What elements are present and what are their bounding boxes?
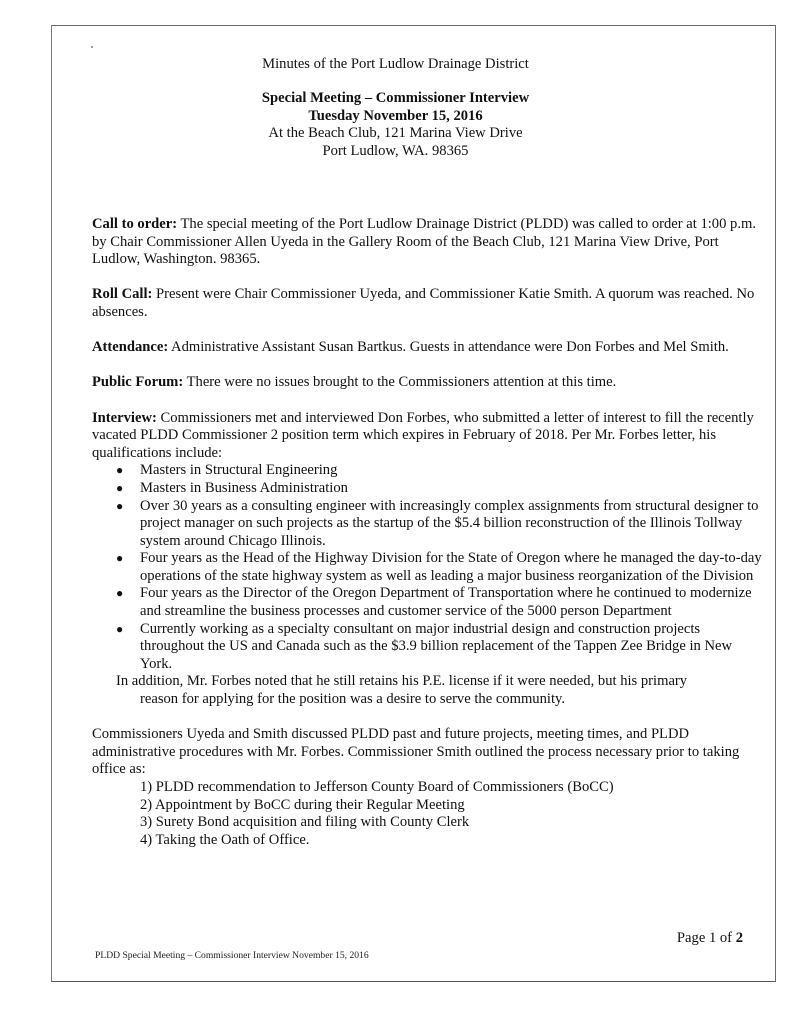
public-forum-section — [92, 374, 762, 392]
document-header — [0, 56, 791, 160]
page-prefix: Page 1 of — [676, 930, 736, 946]
meeting-location-line1: At the Beach Club, 121 Marina View Drive — [268, 125, 523, 142]
bullet-icon: ● — [116, 551, 124, 566]
list-item — [92, 621, 762, 674]
list-item: 1) PLDD recommendation to Jefferson County Board of Commissioners (BoCC) — [140, 779, 614, 795]
list-item — [92, 585, 762, 620]
qualifications-list — [92, 462, 762, 673]
roll-call-section — [92, 286, 762, 321]
public-forum-text: There were no issues brought to the Commissioners attention at this time. — [183, 374, 617, 391]
list-item — [92, 480, 762, 498]
scan-speck — [91, 46, 93, 48]
list-item — [92, 498, 762, 551]
qualification-text: Over 30 years as a consulting engineer with increasingly complex assignments from structural designer to project manager on such projects as the startup of the $5.4 billion reconstruction of the Illinois Tollway system around Chicago Illinois. — [140, 497, 759, 549]
call-to-order-section — [92, 216, 762, 269]
meeting-location-line2: Port Ludlow, WA. 98365 — [322, 142, 469, 159]
qualification-text: Masters in Business Administration — [140, 479, 348, 496]
attendance-label: Attendance: — [92, 339, 169, 356]
qualification-text: Currently working as a specialty consultant on major industrial design and construction projects throughout the US and Canada such as the $3.9 billion replacement of the Tappen Zee Bridge in New York. — [140, 620, 733, 672]
bullet-icon: ● — [116, 498, 124, 513]
interview-section — [92, 410, 762, 709]
call-to-order-label: Call to order: — [92, 216, 178, 232]
meeting-type: Special Meeting – Commissioner Interview — [261, 90, 530, 107]
list-item — [92, 550, 762, 585]
qualification-text: Four years as the Head of the Highway Division for the State of Oregon where he managed the day-to-day operations of the state highway system as well as leading a major business reorganization of the Division — [140, 550, 762, 584]
roll-call-text: Present were Chair Commissioner Uyeda, and Commissioner Katie Smith. A quorum was reached. No absences. — [92, 286, 755, 320]
footer-note: PLDD Special Meeting – Commissioner Interview November 15, 2016 — [95, 950, 369, 961]
interview-intro — [92, 410, 762, 463]
minutes-body — [92, 216, 762, 867]
qualification-text: Four years as the Director of the Oregon Department of Transportation where he continued to modernize and streamline the business processes and customer service of the 5000 person Department — [140, 585, 752, 620]
interview-text: Commissioners met and interviewed Don Forbes, who submitted a letter of interest to fill the recently vacated PLDD Commissioner 2 position term which expires in February of 2018. Per Mr. Forbes letter, his qualifications include: — [92, 409, 754, 461]
list-item: 3) Surety Bond acquisition and filing with County Clerk — [140, 814, 470, 831]
steps-list — [92, 779, 762, 849]
list-item — [92, 462, 762, 480]
meeting-date: Tuesday November 15, 2016 — [308, 107, 483, 124]
attendance-section — [92, 339, 762, 357]
interview-addition — [92, 673, 762, 708]
call-to-order-text: The special meeting of the Port Ludlow Drainage District (PLDD) was called to order at 1:00 p.m. by Chair Commissioner Allen Uyeda in the Gallery Room of the Beach Club, 121 Marina View Drive, Port Ludlow, Washington. 98365. — [92, 216, 756, 268]
bullet-icon: ● — [116, 586, 124, 601]
attendance-text: Administrative Assistant Susan Bartkus. Guests in attendance were Don Forbes and Mel Smith. — [168, 339, 729, 356]
discussion-section — [92, 726, 762, 849]
roll-call-label: Roll Call: — [92, 286, 153, 303]
discussion-text: Commissioners Uyeda and Smith discussed PLDD past and future projects, meeting times, and PLDD administrative procedures with Mr. Forbes. Commissioner Smith outlined the process necessary prior to taking office as: — [92, 726, 740, 778]
public-forum-label: Public Forum: — [92, 374, 184, 391]
document-title: Minutes of the Port Ludlow Drainage District — [262, 56, 529, 72]
list-item: 2) Appointment by BoCC during their Regular Meeting — [140, 796, 465, 813]
bullet-icon: ● — [116, 463, 124, 478]
addition-line1: In addition, Mr. Forbes noted that he still retains his P.E. license if it were needed, but his primary — [116, 673, 688, 690]
page-number — [677, 930, 743, 947]
bullet-icon: ● — [116, 480, 124, 495]
page-total: 2 — [735, 930, 743, 946]
interview-label: Interview: — [92, 409, 157, 426]
bullet-icon: ● — [116, 621, 124, 636]
qualification-text: Masters in Structural Engineering — [140, 462, 338, 479]
addition-line2: reason for applying for the position was a desire to serve the community. — [140, 691, 565, 708]
list-item: 4) Taking the Oath of Office. — [140, 831, 310, 848]
